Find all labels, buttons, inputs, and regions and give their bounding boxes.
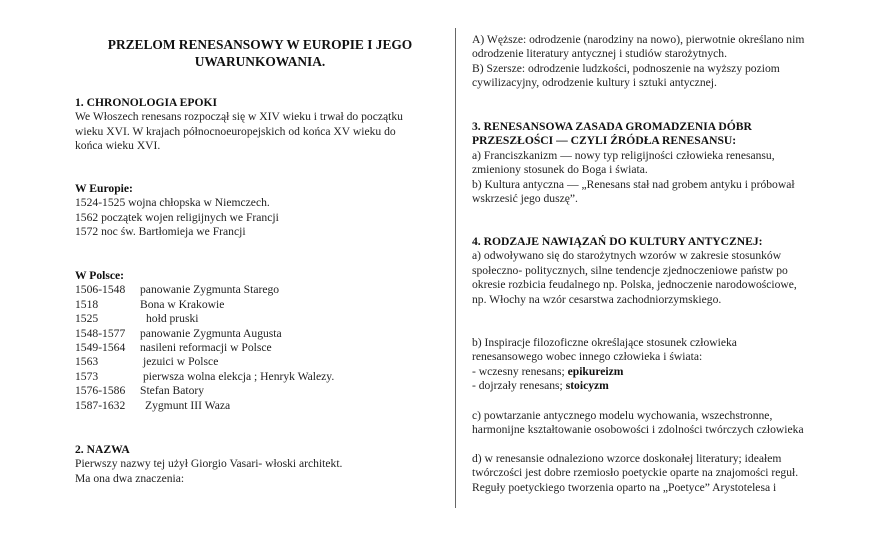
bold-term: epikureizm [567,364,624,378]
timeline-row [75,370,334,384]
text-line: Reguły poetyckiego tworzenia oparto na „Poetyce” Arystotelesa i [472,480,777,494]
text-line: d) w renesansie odnaleziono wzorce doskonałej literatury; ideałem [472,452,782,465]
text-line: Ma ona dwa znaczenia: [75,471,185,485]
section-name [75,443,342,486]
text-line: b) Kultura antyczna — „Renesans stał nad grobem antyku i próbował [472,177,795,191]
section-antiquity [472,235,797,307]
page-title-text: PRZELOM RENESANSOWY W EUROPIE I JEGO UWARUNKOWANIA. [107,37,413,69]
text-line: c) powtarzanie antycznego modelu wychowania, wszechstronne, [472,409,773,422]
section-heading: 3. RENESANSOWA ZASADA GROMADZENIA DÓBR [472,120,752,133]
section-chronology [75,96,403,154]
timeline-row [75,298,334,312]
timeline-event: Bona w Krakowie [140,297,225,311]
bold-term: stoicyzm [565,379,609,393]
timeline-row [75,283,334,297]
paragraph-education [472,409,804,438]
text-line: odrodzenie literatury antycznej i studiów starożytnych. [472,47,727,61]
timeline-event: panowanie Zygmunta Augusta [140,326,282,340]
timeline-row [75,327,334,341]
timeline-event: hołd pruski [146,312,199,326]
text-line: cywilizacyjny, odrodzenie kultury i sztuki antycznej. [472,76,717,90]
text-line: 1562 początek wojen religijnych we Francji [75,210,279,224]
paragraph-philosophy [472,336,737,394]
section-heading: PRZESZŁOŚCI — CZYLI ŹRÓDŁA RENESANSU: [472,134,737,148]
section-heading: 4. RODZAJE NAWIĄZAŃ DO KULTURY ANTYCZNEJ: [472,235,763,248]
text-line: końca wieku XVI. [75,139,161,153]
subheading: W Europie: [75,182,133,195]
timeline-year: 1587-1632 [75,398,126,412]
text-line: Pierwszy nazwy tej użył Giorgio Vasari- włoski architekt. [75,457,343,471]
text-line: twórczości jest dobre rzemiosło poetyckie oparte na znajomości reguł. [472,466,799,480]
timeline-row [75,355,334,369]
text-line: 1524-1525 wojna chłopska w Niemczech. [75,196,270,210]
paragraph-literature [472,452,798,495]
timeline-year: 1573 [75,369,99,383]
timeline-row [75,399,334,413]
text-line: wieku XVI. W krajach północnoeuropejskich od końca XV wieku do [75,124,396,138]
timeline-year: 1549-1564 [75,341,126,355]
subheading: W Polsce: [75,269,125,282]
section-poland [75,269,334,413]
text-line: A) Węższe: odrodzenie (narodziny na nowo), pierwotnie określano nim [472,33,805,46]
text-line: B) Szersze: odrodzenie ludzkości, podnoszenie na wyższy poziom [472,61,780,75]
timeline-year: 1576-1586 [75,384,126,398]
text-line: okresie rozbicia feudalnego np. Polska, jednoczenie narodowościowe, [472,278,797,292]
timeline-year: 1506-1548 [75,283,126,297]
text-line: zmieniony stosunek do Boga i świata. [472,163,648,177]
timeline-event: Stefan Batory [140,384,205,398]
page-title [75,36,445,70]
timeline-year: 1563 [75,355,99,369]
text-line: wskrzesić jego duszę”. [472,192,578,206]
timeline-year: 1525 [75,312,99,326]
section-heading: 1. CHRONOLOGIA EPOKI [75,96,218,109]
list-item [472,365,737,379]
text-line: 1572 noc św. Bartłomieja we Francji [75,225,246,239]
text-line: społeczno- politycznych, silne tendencje zjednoczeniowe państw po [472,263,788,277]
text-line: np. Włochy na wzór cesarstwa zachodniorzymskiego. [472,292,722,306]
timeline-event: Zygmunt III Waza [145,398,231,412]
timeline-year: 1518 [75,297,99,311]
timeline-row [75,341,334,355]
text-line: harmonijne kształtowanie osobowości i zdolności twórczych człowieka [472,423,804,437]
section-sources [472,120,795,206]
timeline-event: pierwsza wolna elekcja ; Henryk Walezy. [143,369,335,383]
section-meanings [472,33,804,91]
text-line: a) Franciszkanizm — nowy typ religijności człowieka renesansu, [472,148,775,162]
text-line: a) odwoływano się do starożytnych wzorów w zakresie stosunków [472,249,782,263]
column-divider [455,28,456,508]
timeline-row [75,384,334,398]
text-line: b) Inspiracje filozoficzne określające stosunek człowieka [472,336,737,349]
timeline-event: panowanie Zygmunta Starego [140,283,280,297]
timeline-event: nasileni reformacji w Polsce [140,341,272,355]
timeline-row [75,312,334,326]
text-line: renesansowego wobec innego człowieka i świata: [472,350,703,364]
timeline-event: jezuici w Polsce [143,355,219,369]
list-item-text: - wczesny renesans; [472,364,568,378]
text-line: We Włoszech renesans rozpoczął się w XIV wieku i trwał do początku [75,110,403,124]
timeline-year: 1548-1577 [75,326,126,340]
list-item-text: - dojrzały renesans; [472,379,566,393]
section-heading: 2. NAZWA [75,443,130,456]
section-europe [75,182,279,240]
list-item [472,379,737,393]
